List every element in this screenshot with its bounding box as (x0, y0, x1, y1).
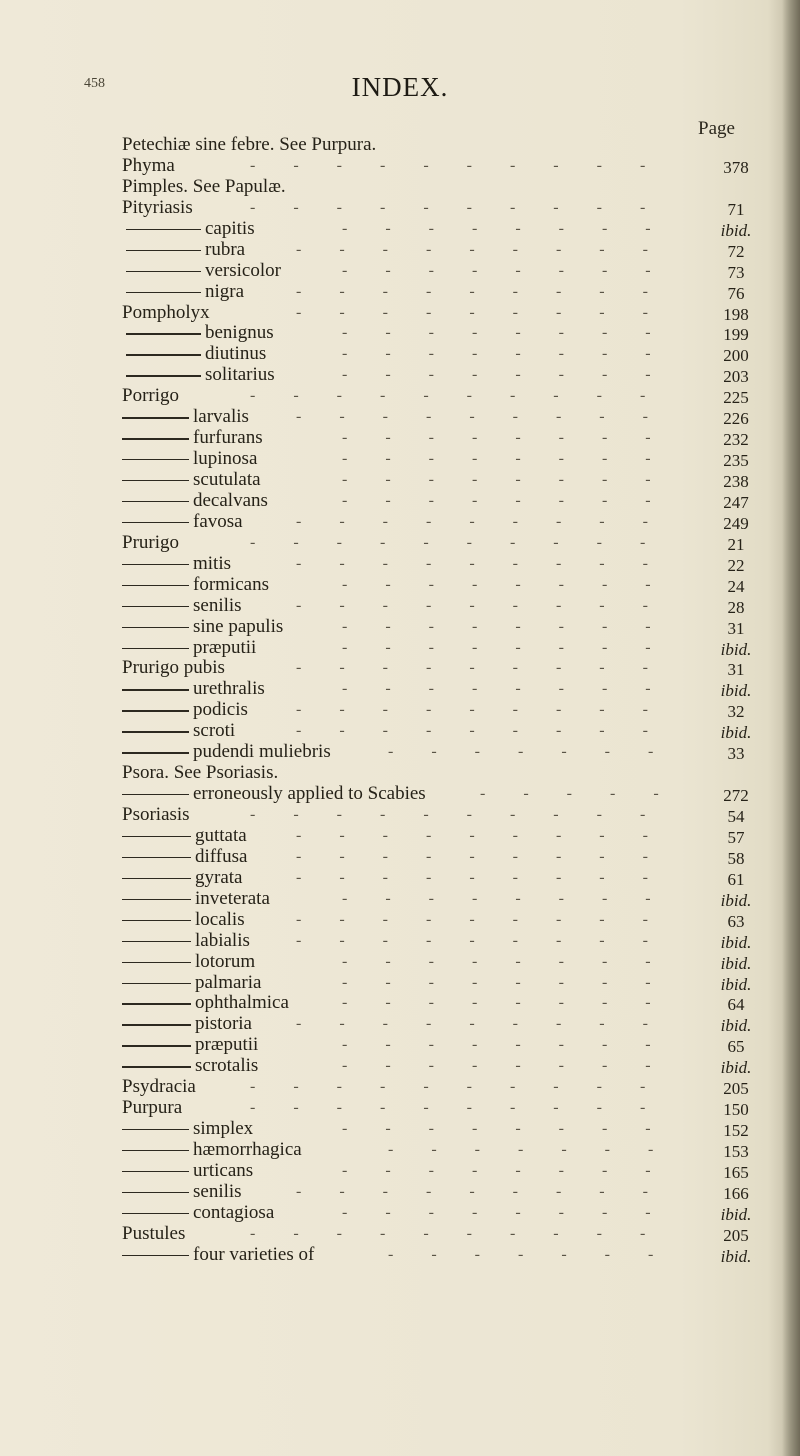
page-reference: ibid. (720, 681, 752, 701)
ditto-dash (122, 752, 189, 753)
ditto-dash (122, 920, 191, 921)
index-entry (0, 1013, 800, 1034)
index-entry (0, 930, 800, 951)
index-term: scroti (193, 720, 236, 742)
leader-dashes: --------- (296, 931, 686, 949)
page-reference: 378 (723, 157, 749, 177)
leader-dashes: -------- (342, 1203, 689, 1221)
index-term: urticans (193, 1159, 254, 1181)
leader-dashes: ---------- (250, 198, 684, 216)
index-term: contagiosa (193, 1201, 275, 1223)
index-entry (0, 511, 800, 532)
page-reference: 73 (727, 262, 745, 282)
page-reference: ibid. (720, 974, 752, 994)
index-entry (0, 888, 800, 909)
page-reference: ibid. (720, 220, 752, 240)
page-reference: ibid. (720, 932, 752, 952)
index-entry (0, 281, 800, 302)
page-reference: 65 (727, 1037, 745, 1057)
index-entry (0, 302, 800, 323)
leader-dashes: --------- (296, 282, 686, 300)
ditto-dash (126, 333, 201, 334)
page-reference: 198 (723, 304, 749, 324)
index-entry (0, 595, 800, 616)
ditto-dash (122, 480, 189, 481)
ditto-dash (126, 375, 201, 376)
index-entry (0, 197, 800, 218)
index-entries (0, 134, 800, 1265)
index-term: mitis (193, 552, 232, 574)
leader-dashes: -------- (342, 345, 689, 363)
ditto-dash (122, 1003, 191, 1004)
leader-dashes: -------- (342, 638, 689, 656)
page-reference: ibid. (720, 723, 752, 743)
index-term: podicis (193, 699, 248, 721)
index-term: versicolor (205, 259, 281, 281)
leader-dashes: --------- (296, 1015, 686, 1033)
index-entry (0, 1244, 800, 1265)
page-reference: ibid. (720, 1204, 752, 1224)
ditto-dash (126, 354, 201, 355)
page-reference: 64 (727, 995, 745, 1015)
ditto-dash (122, 585, 189, 586)
ditto-dash (122, 899, 191, 900)
ditto-dash (122, 857, 191, 858)
page-reference: 33 (727, 744, 745, 764)
index-term: ophthalmica (195, 992, 289, 1014)
index-term: localis (195, 908, 245, 930)
index-term: gyrata (195, 866, 243, 888)
leader-dashes: --------- (296, 826, 686, 844)
index-term: senilis (193, 594, 242, 616)
page-reference: 72 (727, 241, 745, 261)
leader-dashes: --------- (296, 596, 686, 614)
ditto-dash (122, 606, 189, 607)
page-reference: 24 (727, 576, 745, 596)
page-reference: 57 (727, 827, 745, 847)
page-reference: 203 (723, 367, 749, 387)
index-entry (0, 532, 800, 553)
leader-dashes: -------- (342, 617, 689, 635)
index-term: scutulata (193, 469, 261, 490)
page-reference: 235 (723, 451, 749, 471)
index-term: Purpura (122, 1097, 183, 1119)
index-term: lotorum (195, 950, 256, 972)
index-term: Porrigo (122, 385, 179, 407)
ditto-dash (122, 962, 191, 963)
index-entry (0, 364, 800, 385)
ditto-dash (126, 229, 201, 230)
index-entry (0, 1223, 800, 1244)
ditto-dash (122, 1024, 191, 1025)
index-entry (0, 762, 800, 783)
index-term: labialis (195, 929, 250, 951)
ditto-dash (122, 731, 189, 732)
index-term: urethralis (193, 678, 265, 700)
index-term: Prurigo (122, 531, 179, 553)
page-reference: 28 (727, 597, 745, 617)
index-entry (0, 260, 800, 281)
index-entry (0, 490, 800, 511)
ditto-dash (126, 250, 201, 251)
leader-dashes: -------- (342, 366, 689, 384)
index-term: hæmorrhagica (193, 1139, 302, 1160)
index-entry (0, 678, 800, 699)
leader-dashes: -------- (342, 1036, 689, 1054)
index-term: rubra (205, 238, 246, 260)
leader-dashes: --------- (296, 847, 686, 865)
index-term: furfurans (193, 427, 263, 449)
index-entry (0, 867, 800, 888)
index-entry (0, 1076, 800, 1097)
leader-dashes: --------- (296, 659, 686, 677)
index-entry (0, 239, 800, 260)
index-term: Pustules (122, 1222, 186, 1244)
leader-dashes: -------- (342, 324, 689, 342)
leader-dashes: -------- (342, 889, 689, 907)
index-term: Pompholyx (122, 301, 210, 323)
leader-dashes: --------- (296, 512, 686, 530)
index-term: benignus (205, 322, 274, 344)
index-term: Psora. See Psoriasis. (122, 762, 279, 784)
index-entry (0, 972, 800, 993)
index-term: four varieties of (193, 1243, 315, 1265)
leader-dashes: --------- (296, 868, 686, 886)
index-entry (0, 343, 800, 364)
index-entry (0, 448, 800, 469)
leader-dashes: -------- (342, 471, 689, 488)
ditto-dash (122, 438, 189, 439)
index-entry (0, 1097, 800, 1118)
index-entry (0, 992, 800, 1013)
page-reference: ibid. (720, 1246, 752, 1266)
ditto-dash (122, 648, 189, 649)
ditto-dash (122, 1066, 191, 1067)
page-reference: 54 (727, 807, 745, 826)
index-entry (0, 385, 800, 406)
index-term: inveterata (195, 887, 270, 909)
ditto-dash (126, 271, 201, 272)
page-reference: 63 (727, 911, 745, 931)
page-reference: 32 (727, 702, 745, 722)
ditto-dash (122, 836, 191, 837)
page-reference: 152 (723, 1121, 749, 1141)
index-term: præputii (195, 1034, 259, 1056)
page-reference: 232 (723, 430, 749, 450)
index-term: pistoria (195, 1013, 252, 1035)
index-entry (0, 1118, 800, 1139)
ditto-dash (122, 1171, 189, 1172)
index-entry (0, 720, 800, 741)
page-reference: 31 (727, 660, 745, 680)
leader-dashes: --------- (296, 554, 686, 572)
index-entry (0, 804, 800, 825)
index-term: nigra (205, 280, 245, 302)
index-entry (0, 176, 800, 197)
index-term: erroneously applied to Scabies (193, 783, 426, 805)
leader-dashes: --------- (296, 722, 686, 740)
leader-dashes: ---------- (250, 533, 684, 551)
ditto-dash (122, 1045, 191, 1046)
ditto-dash (122, 710, 189, 711)
page-reference: ibid. (720, 639, 752, 659)
index-entry (0, 1139, 800, 1160)
leader-dashes: -------- (342, 680, 689, 698)
index-term: Psydracia (122, 1076, 196, 1098)
leader-dashes: -------- (342, 952, 689, 970)
leader-dashes: --------- (296, 240, 686, 258)
leader-dashes: ------- (388, 743, 692, 761)
ditto-dash (122, 1192, 189, 1193)
ditto-dash (122, 794, 189, 795)
index-entry (0, 1160, 800, 1181)
leader-dashes: -------- (342, 575, 689, 593)
page-reference: 21 (727, 534, 745, 554)
index-entry (0, 1181, 800, 1202)
page-reference: 225 (723, 388, 749, 408)
index-entry (0, 846, 800, 867)
index-term: Pityriasis (122, 196, 193, 218)
ditto-dash (126, 292, 201, 293)
page-edge-shadow (782, 0, 800, 1456)
leader-dashes: --------- (296, 303, 686, 321)
ditto-dash (122, 1129, 189, 1130)
ditto-dash (122, 941, 191, 942)
index-entry (0, 218, 800, 239)
leader-dashes: ---------- (250, 1099, 684, 1117)
index-term: Petechiæ sine febre. See Purpura. (122, 134, 377, 155)
ditto-dash (122, 1150, 189, 1151)
leader-dashes: ------- (388, 1141, 692, 1158)
page-reference: 249 (723, 513, 749, 533)
index-term: scrotalis (195, 1055, 259, 1077)
index-term: larvalis (193, 406, 249, 428)
ditto-dash (122, 1213, 189, 1214)
index-term: præputii (193, 636, 257, 658)
leader-dashes: -------- (342, 1120, 689, 1138)
page-reference: 150 (723, 1100, 749, 1120)
leader-dashes: ---------- (250, 1078, 684, 1096)
page-reference: 166 (723, 1183, 749, 1203)
leader-dashes: ---------- (250, 806, 684, 823)
index-term: guttata (195, 824, 247, 846)
page-reference: 205 (723, 1079, 749, 1099)
page-reference: 238 (723, 472, 749, 491)
ditto-dash (122, 689, 189, 690)
index-entry (0, 699, 800, 720)
page-reference: 200 (723, 346, 749, 366)
leader-dashes: -------- (342, 1057, 689, 1075)
running-head: INDEX. (351, 72, 449, 102)
index-entry (0, 1055, 800, 1076)
index-entry (0, 616, 800, 637)
ditto-dash (122, 501, 189, 502)
page-reference: ibid. (720, 953, 752, 973)
index-term: sine papulis (193, 615, 284, 637)
leader-dashes: ---------- (250, 1224, 684, 1242)
index-term: Prurigo pubis (122, 657, 225, 679)
index-term: palmaria (195, 971, 262, 993)
leader-dashes: --------- (296, 408, 686, 426)
page-reference: 22 (727, 555, 745, 575)
ditto-dash (122, 983, 191, 984)
page-reference: 272 (723, 786, 749, 806)
index-entry (0, 657, 800, 678)
index-term: decalvans (193, 489, 268, 511)
index-term: lupinosa (193, 448, 258, 470)
page-reference: 58 (727, 848, 745, 868)
leader-dashes: -------- (342, 994, 689, 1012)
ditto-dash (122, 522, 189, 523)
index-entry (0, 553, 800, 574)
leader-dashes: ------- (388, 1245, 692, 1263)
page-column-label: Page (698, 118, 735, 139)
leader-dashes: --------- (296, 910, 686, 928)
ditto-dash (122, 878, 191, 879)
page-reference: 153 (723, 1142, 749, 1161)
page-reference: 226 (723, 409, 749, 429)
index-term: senilis (193, 1180, 242, 1202)
ditto-dash (122, 1255, 189, 1256)
index-term: pudendi muliebris (193, 741, 331, 763)
page-reference: 165 (723, 1162, 749, 1182)
ditto-dash (122, 459, 189, 460)
leader-dashes: --------- (296, 1182, 686, 1200)
leader-dashes: ----- (480, 785, 697, 803)
index-term: favosa (193, 510, 243, 532)
index-entry (0, 637, 800, 658)
index-entry (0, 951, 800, 972)
page-reference: 31 (727, 618, 745, 638)
leader-dashes: -------- (342, 491, 689, 509)
leader-dashes: ---------- (250, 156, 684, 174)
index-term: formicans (193, 573, 269, 595)
leader-dashes: -------- (342, 973, 689, 991)
index-entry (0, 574, 800, 595)
index-term: capitis (205, 217, 255, 239)
index-entry (0, 469, 800, 490)
index-entry (0, 783, 800, 804)
index-entry (0, 741, 800, 762)
index-entry (0, 1202, 800, 1223)
index-term: diutinus (205, 343, 267, 365)
index-entry (0, 427, 800, 448)
page-reference: ibid. (720, 1058, 752, 1078)
index-entry (0, 1034, 800, 1055)
index-term: Phyma (122, 154, 175, 176)
leader-dashes: -------- (342, 1161, 689, 1179)
page-reference: 61 (727, 869, 745, 889)
index-entry (0, 909, 800, 930)
leader-dashes: -------- (342, 261, 689, 279)
page-reference: 71 (727, 199, 745, 219)
leader-dashes: -------- (342, 429, 689, 447)
page-number: 458 (84, 76, 105, 91)
index-entry (0, 322, 800, 343)
index-entry (0, 155, 800, 176)
page-reference: 76 (727, 283, 745, 303)
index-entry (0, 825, 800, 846)
index-term: Pimples. See Papulæ. (122, 175, 286, 197)
index-term: solitarius (205, 364, 275, 386)
page-reference: ibid. (720, 890, 752, 910)
index-entry (0, 134, 800, 155)
page-reference: 199 (723, 325, 749, 345)
leader-dashes: -------- (342, 450, 689, 468)
leader-dashes: ---------- (250, 387, 684, 405)
index-term: simplex (193, 1118, 254, 1140)
index-term: Psoriasis (122, 804, 190, 825)
leader-dashes: --------- (296, 701, 686, 719)
leader-dashes: -------- (342, 219, 689, 237)
ditto-dash (122, 627, 189, 628)
page-reference: ibid. (720, 1016, 752, 1036)
index-entry (0, 406, 800, 427)
ditto-dash (122, 564, 189, 565)
ditto-dash (122, 417, 189, 418)
page-reference: 205 (723, 1225, 749, 1245)
page-reference: 247 (723, 492, 749, 512)
index-term: diffusa (195, 845, 248, 867)
